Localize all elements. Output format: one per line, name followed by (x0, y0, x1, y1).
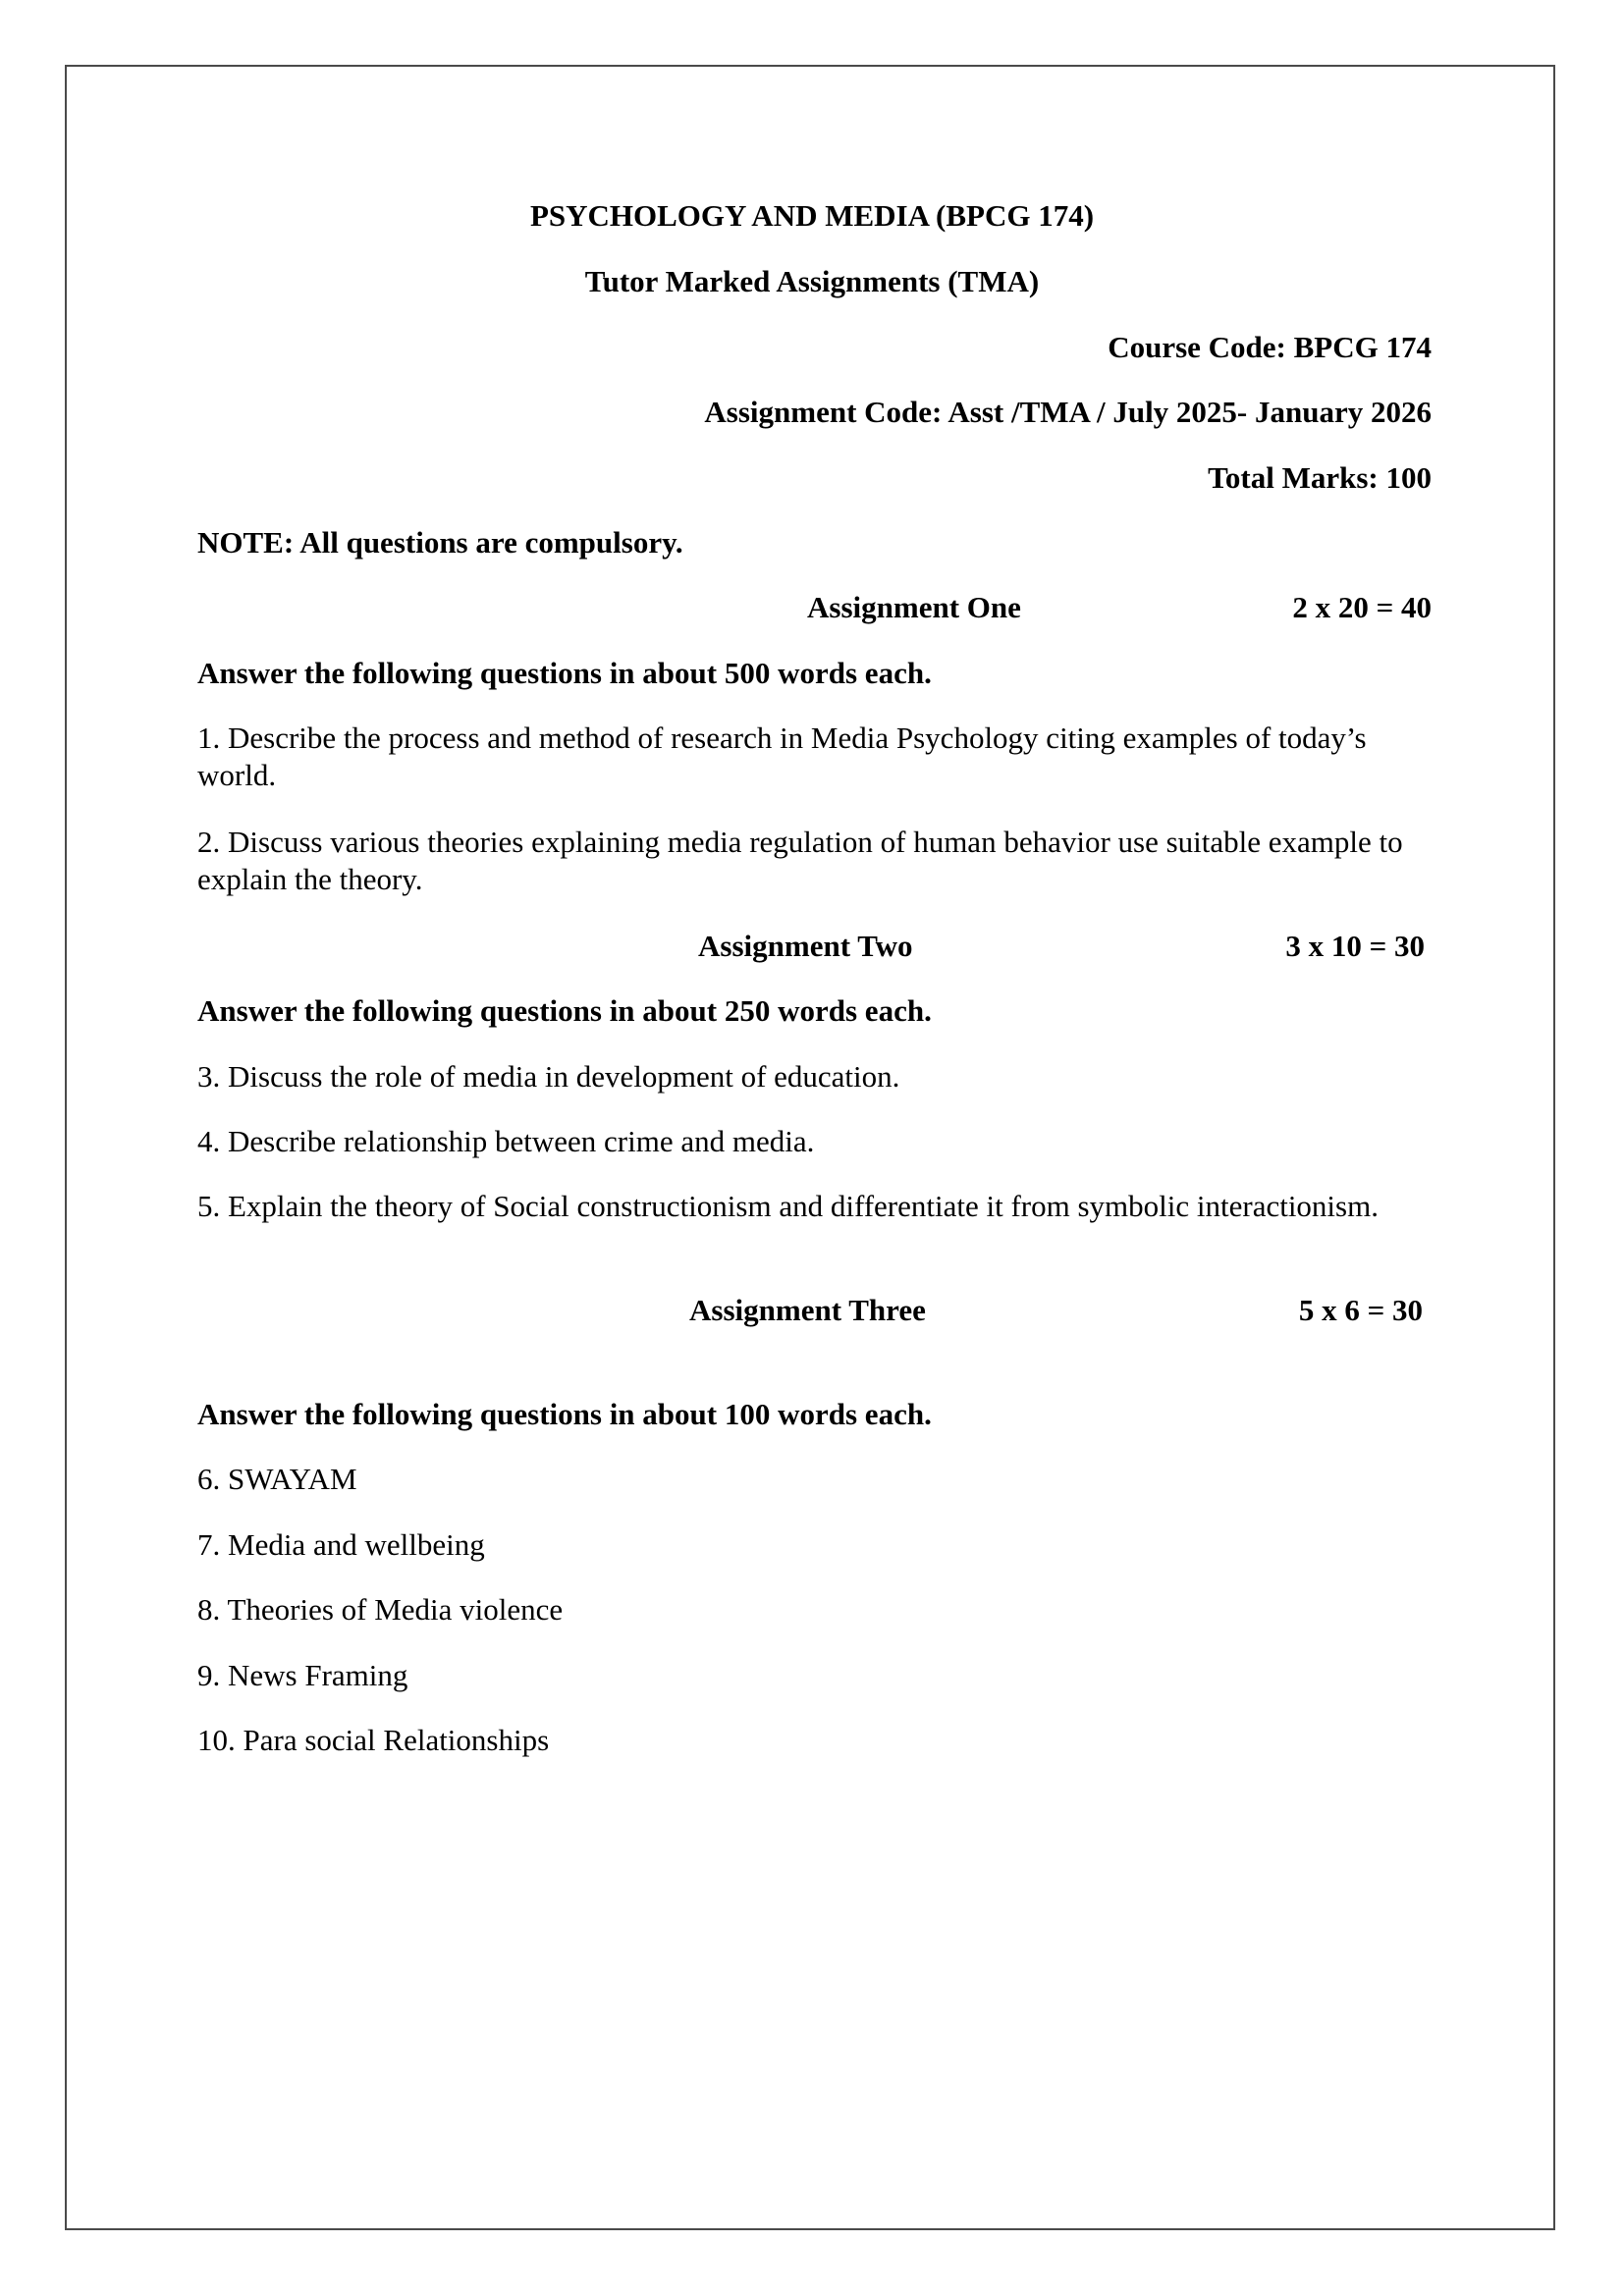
question-item (197, 1123, 1415, 1160)
assignment-code: Assignment Code: Asst /TMA / July 2025- January 2026 (704, 395, 1432, 429)
section-instruction: Answer the following questions in about 100 words each. (197, 1397, 932, 1431)
section-title-assignment-two: Assignment Two (698, 929, 913, 963)
question-text: 4. Describe relationship between crime and media. (197, 1124, 815, 1158)
section-title-assignment-three: Assignment Three (689, 1293, 926, 1327)
section-instruction: Answer the following questions in about 250 words each. (197, 993, 932, 1028)
total-marks: Total Marks: 100 (1208, 460, 1432, 495)
question-text: 2. Discuss various theories explaining media regulation of human behavior use suitable example to explain the theory. (197, 825, 1403, 896)
document-subtitle: Tutor Marked Assignments (TMA) (584, 264, 1040, 298)
question-item: 9. News Framing (197, 1658, 408, 1692)
question-item (197, 824, 1415, 898)
document-title: PSYCHOLOGY AND MEDIA (BPCG 174) (529, 198, 1095, 233)
question-item: 6. SWAYAM (197, 1462, 357, 1496)
section-title-assignment-one: Assignment One (807, 590, 1021, 624)
question-text: 5. Explain the theory of Social constructionism and differentiate it from symbolic interactionism. (197, 1189, 1379, 1223)
section-marks-assignment-three: 5 x 6 = 30 (1298, 1293, 1423, 1327)
question-item (197, 720, 1415, 794)
section-instruction: Answer the following questions in about 500 words each. (197, 656, 932, 690)
section-marks-assignment-two: 3 x 10 = 30 (1285, 929, 1425, 963)
question-item: 7. Media and wellbeing (197, 1527, 485, 1562)
question-item (197, 1058, 1415, 1095)
course-code: Course Code: BPCG 174 (1108, 330, 1432, 364)
question-item: 8. Theories of Media violence (197, 1592, 564, 1627)
question-item (197, 1188, 1415, 1225)
question-item: 10. Para social Relationships (197, 1723, 550, 1757)
note: NOTE: All questions are compulsory. (197, 525, 683, 560)
question-text: 1. Describe the process and method of research in Media Psychology citing examples of today’s world. (197, 721, 1367, 792)
question-text: 3. Discuss the role of media in development of education. (197, 1059, 900, 1094)
section-marks-assignment-one: 2 x 20 = 40 (1292, 590, 1432, 624)
